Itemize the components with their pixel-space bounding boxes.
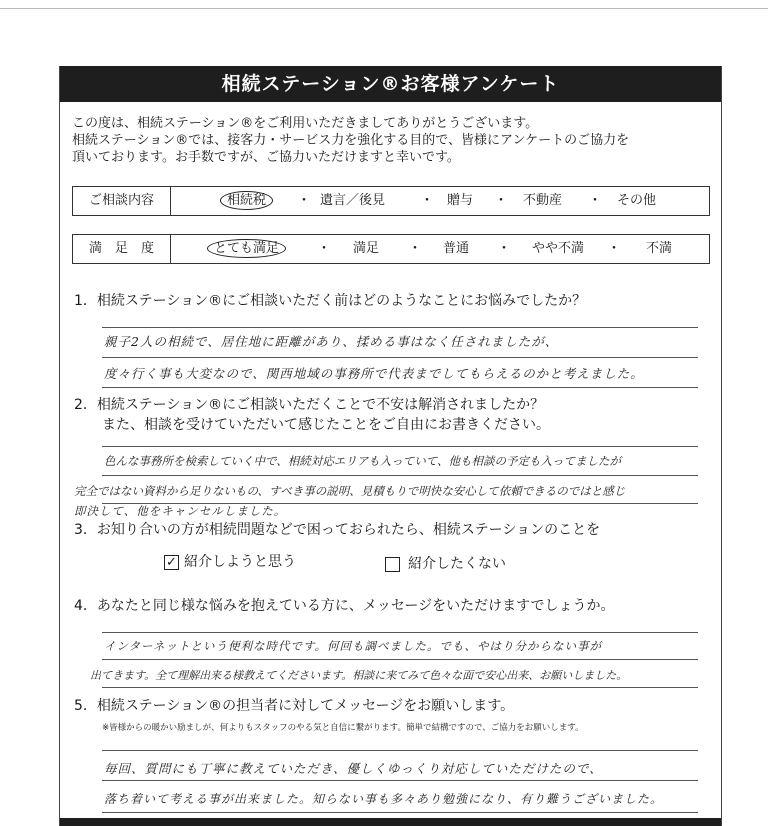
answer-rule [102, 357, 698, 358]
satisfaction-option-somewhat-dissatisfied[interactable]: やや不満 [532, 241, 585, 256]
scan-edge-line [0, 8, 768, 9]
bottom-band [60, 818, 721, 826]
satisfaction-row [72, 234, 710, 264]
separator-dot: ・ [588, 193, 602, 209]
separator-dot: ・ [420, 193, 434, 209]
question-2: 2．相続ステーション®にご相談いただくことで不安は解消されましたか？ [74, 397, 545, 413]
question-3: 3．お知り合いの方が相続問題などで困っておられたら、相続ステーションのことを [74, 522, 601, 538]
satisfaction-option-satisfied[interactable]: 満足 [353, 241, 380, 256]
question-2-sub: また、相談を受けていただいて感じたことをご自由にお書きください。 [102, 417, 550, 433]
satisfaction-label: 満 足 度 [73, 235, 171, 263]
satisfaction-option-normal[interactable]: 普通 [443, 241, 470, 256]
recommend-label: 紹介しようと思う [184, 554, 296, 570]
answer-rule [102, 750, 698, 751]
separator-dot: ・ [408, 241, 422, 257]
checkbox-not-recommend[interactable] [385, 557, 400, 572]
not-recommend-label: 紹介したくない [408, 556, 506, 572]
answer-2-line: 色んな事務所を検索していく中で、相続対応エリアも入っていて、他も相談の予定も入ってましたが [104, 454, 622, 468]
consult-type-row [72, 186, 710, 216]
separator-dot: ・ [607, 241, 621, 257]
intro-line: この度は、相続ステーション®をご利用いただきましてありがとうございます。 [72, 116, 539, 131]
question-1: 1．相続ステーション®にご相談いただく前はどのようなことにお悩みでしたか？ [74, 293, 587, 309]
separator-dot: ・ [297, 193, 311, 209]
answer-rule [102, 446, 698, 447]
consult-option-gift[interactable]: 贈与 [447, 193, 474, 208]
answer-rule [102, 387, 698, 388]
question-5: 5．相続ステーション®の担当者に対してメッセージをお願いします。 [74, 698, 515, 714]
consult-option-will[interactable]: 遺言／後見 [320, 193, 386, 208]
intro-line: 相続ステーション®では、接客力・サービス力を強化する目的で、皆様にアンケートのご協力を [72, 133, 630, 148]
consult-option-inheritance-tax[interactable] [220, 187, 273, 215]
separator-dot: ・ [497, 241, 511, 257]
survey-title: 相続ステーション®お客様アンケート [60, 66, 721, 102]
answer-rule [102, 659, 698, 660]
answer-rule [102, 780, 698, 781]
intro-line: 頂いております。お手数ですが、ご協力いただけますと幸いです。 [72, 150, 460, 165]
checkbox-recommend[interactable]: ✓ [164, 555, 179, 570]
consult-option-real-estate[interactable]: 不動産 [523, 193, 563, 208]
answer-rule [102, 475, 698, 476]
answer-5-line: 毎回、質問にも丁寧に教えていただき、優しくゆっくり対応していただけたので、 [104, 761, 603, 776]
selected-circle: 相続税 [220, 191, 273, 210]
selected-circle: とても満足 [207, 239, 286, 258]
answer-4-line: インターネットという便利な時代です。何回も調べました。でも、やはり分からない事が [104, 639, 603, 653]
separator-dot: ・ [317, 241, 331, 257]
consult-type-label: ご相談内容 [73, 187, 171, 215]
answer-2-line: 即決して、他をキャンセルしました。 [74, 504, 287, 518]
separator-dot: ・ [494, 193, 508, 209]
survey-sheet [59, 66, 722, 826]
question-4: 4．あなたと同じ様な悩みを抱えている方に、メッセージをいただけますでしょうか。 [74, 598, 615, 614]
satisfaction-option-very-satisfied[interactable] [207, 235, 286, 263]
answer-1-line: 親子2人の相続で、居住地に距離があり、揉める事はなく任されましたが、 [104, 334, 559, 349]
question-5-note: ※皆様からの暖かい励ましが、何よりもスタッフのやる気と自信に繋がります。簡単で結構ですので、ご協力をお願いします。 [102, 723, 584, 733]
satisfaction-options [170, 235, 709, 263]
answer-1-line: 度々行く事も大変なので、関西地域の事務所で代表までしてもらえるのかと考えました。 [104, 366, 644, 381]
consult-option-other[interactable]: その他 [617, 193, 657, 208]
answer-rule [102, 632, 698, 633]
satisfaction-option-dissatisfied[interactable]: 不満 [646, 241, 673, 256]
consult-type-options [170, 187, 709, 215]
answer-rule [102, 327, 698, 328]
answer-5-line: 落ち着いて考える事が出来ました。知らない事も多々あり勉強になり、有り難うございました。 [104, 792, 664, 806]
intro-text [72, 115, 712, 166]
answer-rule [102, 687, 698, 688]
answer-4-line: 出てきます。全て理解出来る様教えてくださいます。相談に来てみて色々な面で安心出来、お願いしました。 [90, 669, 628, 682]
answer-rule [102, 812, 698, 813]
answer-2-line: 完全ではない資料から足りないもの、すべき事の説明、見積もりで明快な安心して依頼できるのではと感じ [74, 484, 626, 498]
